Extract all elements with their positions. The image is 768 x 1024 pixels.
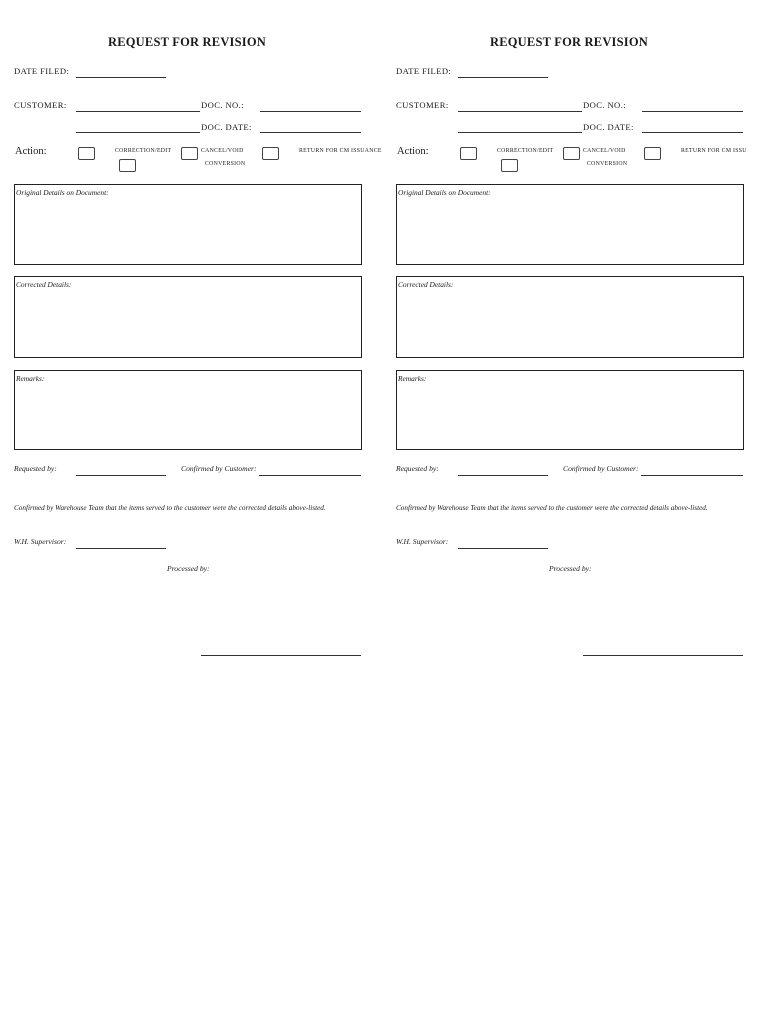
conversion-checkbox[interactable]	[501, 159, 518, 172]
customer-line-2[interactable]	[458, 132, 582, 133]
cancel-void-checkbox[interactable]	[181, 147, 198, 160]
corrected-details-box[interactable]	[396, 276, 744, 358]
revision-form-left	[0, 0, 380, 680]
wh-supervisor-label: W.H. Supervisor:	[396, 537, 449, 546]
doc-no-line[interactable]	[260, 111, 361, 112]
correction-edit-checkbox[interactable]	[460, 147, 477, 160]
original-details-label: Original Details on Document:	[16, 188, 109, 197]
processed-by-label: Processed by:	[549, 564, 592, 573]
requested-by-line[interactable]	[76, 475, 166, 476]
confirmed-by-customer-line[interactable]	[259, 475, 361, 476]
date-filed-label: DATE FILED:	[14, 66, 70, 76]
corrected-details-box[interactable]	[14, 276, 362, 358]
remarks-box[interactable]	[396, 370, 744, 450]
wh-supervisor-line[interactable]	[458, 548, 548, 549]
conversion-option-label: CONVERSION	[587, 161, 628, 167]
return-cm-option-label: RETURN FOR CM ISSUANCE	[299, 148, 382, 154]
form-title: REQUEST FOR REVISION	[490, 35, 648, 49]
date-filed-line[interactable]	[458, 77, 548, 78]
return-cm-option-label: RETURN FOR CM ISSU	[681, 148, 747, 154]
conversion-checkbox[interactable]	[119, 159, 136, 172]
warehouse-statement: Confirmed by Warehouse Team that the items served to the customer were the corrected details above-listed.	[14, 504, 326, 512]
confirmed-by-customer-label: Confirmed by Customer:	[181, 464, 257, 473]
doc-no-label: DOC. NO.:	[583, 100, 626, 110]
remarks-box[interactable]	[14, 370, 362, 450]
correction-edit-option-label: CORRECTION/EDIT	[497, 148, 554, 154]
correction-edit-option-label: CORRECTION/EDIT	[115, 148, 172, 154]
doc-no-label: DOC. NO.:	[201, 100, 244, 110]
original-details-box[interactable]	[14, 184, 362, 265]
cancel-void-checkbox[interactable]	[563, 147, 580, 160]
action-label: Action:	[397, 146, 429, 157]
return-cm-checkbox[interactable]	[262, 147, 279, 160]
revision-form-right	[382, 0, 762, 680]
confirmed-by-customer-line[interactable]	[641, 475, 743, 476]
wh-supervisor-line[interactable]	[76, 548, 166, 549]
doc-date-line[interactable]	[260, 132, 361, 133]
requested-by-label: Requested by:	[396, 464, 439, 473]
customer-line[interactable]	[76, 111, 200, 112]
confirmed-by-customer-label: Confirmed by Customer:	[563, 464, 639, 473]
cancel-void-option-label: CANCEL/VOID	[201, 148, 244, 154]
return-cm-checkbox[interactable]	[644, 147, 661, 160]
original-details-label: Original Details on Document:	[398, 188, 491, 197]
correction-edit-checkbox[interactable]	[78, 147, 95, 160]
original-details-box[interactable]	[396, 184, 744, 265]
processed-by-label: Processed by:	[167, 564, 210, 573]
conversion-option-label: CONVERSION	[205, 161, 246, 167]
corrected-details-label: Corrected Details:	[398, 280, 454, 289]
processed-by-signature-line[interactable]	[201, 655, 361, 656]
wh-supervisor-label: W.H. Supervisor:	[14, 537, 67, 546]
action-label: Action:	[15, 146, 47, 157]
date-filed-label: DATE FILED:	[396, 66, 452, 76]
customer-line-2[interactable]	[76, 132, 200, 133]
remarks-label: Remarks:	[16, 374, 45, 383]
processed-by-signature-line[interactable]	[583, 655, 743, 656]
requested-by-label: Requested by:	[14, 464, 57, 473]
doc-date-label: DOC. DATE:	[583, 122, 634, 132]
doc-date-line[interactable]	[642, 132, 743, 133]
customer-label: CUSTOMER:	[14, 100, 67, 110]
date-filed-line[interactable]	[76, 77, 166, 78]
cancel-void-option-label: CANCEL/VOID	[583, 148, 626, 154]
customer-label: CUSTOMER:	[396, 100, 449, 110]
doc-date-label: DOC. DATE:	[201, 122, 252, 132]
warehouse-statement: Confirmed by Warehouse Team that the items served to the customer were the corrected details above-listed.	[396, 504, 708, 512]
remarks-label: Remarks:	[398, 374, 427, 383]
requested-by-line[interactable]	[458, 475, 548, 476]
form-title: REQUEST FOR REVISION	[108, 35, 266, 49]
doc-no-line[interactable]	[642, 111, 743, 112]
corrected-details-label: Corrected Details:	[16, 280, 72, 289]
customer-line[interactable]	[458, 111, 582, 112]
